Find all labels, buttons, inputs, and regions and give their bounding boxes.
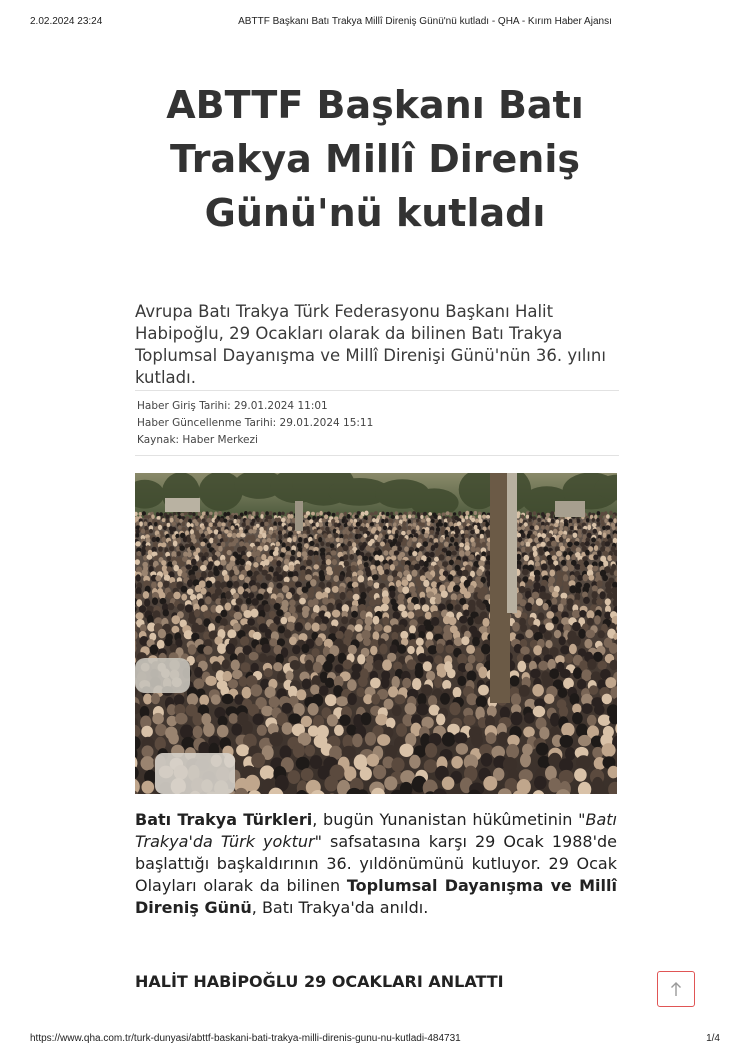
article-photo <box>135 473 617 794</box>
crowd-photo-image <box>135 473 617 794</box>
body-text-a: , bugün Yunanistan hükûmetinin <box>312 810 579 829</box>
body-bold-start: Batı Trakya Türkleri <box>135 810 313 829</box>
article-title: ABTTF Başkanı Batı Trakya Millî Direniş Günü'nü kutladı <box>166 83 584 235</box>
print-page-title: ABTTF Başkanı Batı Trakya Millî Direniş Günü'nü kutladı - QHA - Kırım Haber Ajansı <box>238 16 612 27</box>
print-url: https://www.qha.com.tr/turk-dunyasi/abttf-baskani-bati-trakya-milli-direnis-gunu-nu-kutladi-484731 <box>30 1033 461 1044</box>
article-body <box>135 809 617 919</box>
published-date: Haber Giriş Tarihi: 29.01.2024 11:01 <box>137 400 328 412</box>
article-subheading: HALİT HABİPOĞLU 29 OCAKLARI ANLATTI <box>135 972 504 991</box>
arrow-up-icon <box>669 981 683 997</box>
body-text-c: , Batı Trakya'da anıldı. <box>251 898 429 917</box>
body-bold-end: Toplumsal Dayanışma ve Millî Direniş Günü <box>135 876 617 917</box>
article-lede: Avrupa Batı Trakya Türk Federasyonu Başkanı Halit Habipoğlu, 29 Ocakları olarak da bilinen Batı Trakya Toplumsal Dayanışma ve Millî Direnişi Günü'nün 36. yılını kutladı. <box>135 302 606 387</box>
news-source: Kaynak: Haber Merkezi <box>137 434 258 446</box>
article-meta <box>135 390 619 456</box>
scroll-to-top-button[interactable] <box>657 971 695 1007</box>
body-quote: "Batı Trakya'da Türk yoktur" <box>135 810 617 851</box>
updated-date: Haber Güncellenme Tarihi: 29.01.2024 15:11 <box>137 417 374 429</box>
print-timestamp: 2.02.2024 23:24 <box>30 16 103 27</box>
body-text-b: safsatasına karşı 29 Ocak 1988'de başlattığı başkaldırının 36. yıldönümünü kutluyor. 29 Ocak Olayları olarak da bilinen <box>135 832 617 895</box>
print-page-number: 1/4 <box>706 1033 720 1044</box>
